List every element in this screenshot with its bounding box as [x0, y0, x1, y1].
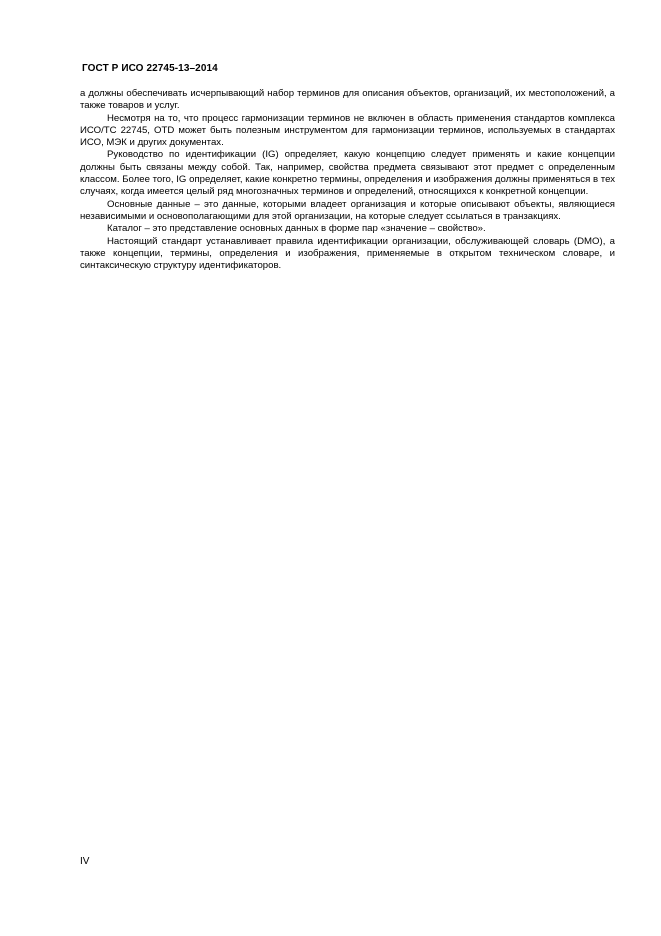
- paragraph-identification-guide: Руководство по идентификации (IG) определяет, какую концепцию следует применять и какие концепции должны быть связаны между собой. Так, например, свойства предмета связывают этот предмет с определенным классом. Более того, IG определяет, какие конкретно термины, определения и изображения должны применяться в тех случаях, когда имеется целый ряд многозначных терминов и определений, относящихся к конкретной концепции.: [80, 149, 615, 198]
- document-body: [80, 88, 615, 272]
- paragraph-harmonization: Несмотря на то, что процесс гармонизации терминов не включен в область применения стандартов комплекса ИСО/ТС 22745, OTD может быть полезным инструментом для гармонизации терминов, используемых в стандартах ИСО, МЭК и других документах.: [80, 112, 615, 149]
- document-header: ГОСТ Р ИСО 22745-13–2014: [82, 63, 218, 74]
- paragraph-continuation: а должны обеспечивать исчерпывающий набор терминов для описания объектов, организаций, их местоположений, а также товаров и услуг.: [80, 88, 615, 112]
- page-number: IV: [80, 856, 90, 867]
- paragraph-scope: Настоящий стандарт устанавливает правила идентификации организации, обслуживающей словарь (DMO), а также концепции, термины, определения и изображения, применяемые в открытом техническом словаре, и синтаксическую структуру идентификаторов.: [80, 235, 615, 272]
- paragraph-catalog: Каталог – это представление основных данных в форме пар «значение – свойство».: [107, 223, 486, 235]
- paragraph-master-data: Основные данные – это данные, которыми владеет организация и которые описывают объекты, являющиеся независимыми и основополагающими для этой организации, на которые следует ссылаться в транзакциях.: [80, 198, 615, 222]
